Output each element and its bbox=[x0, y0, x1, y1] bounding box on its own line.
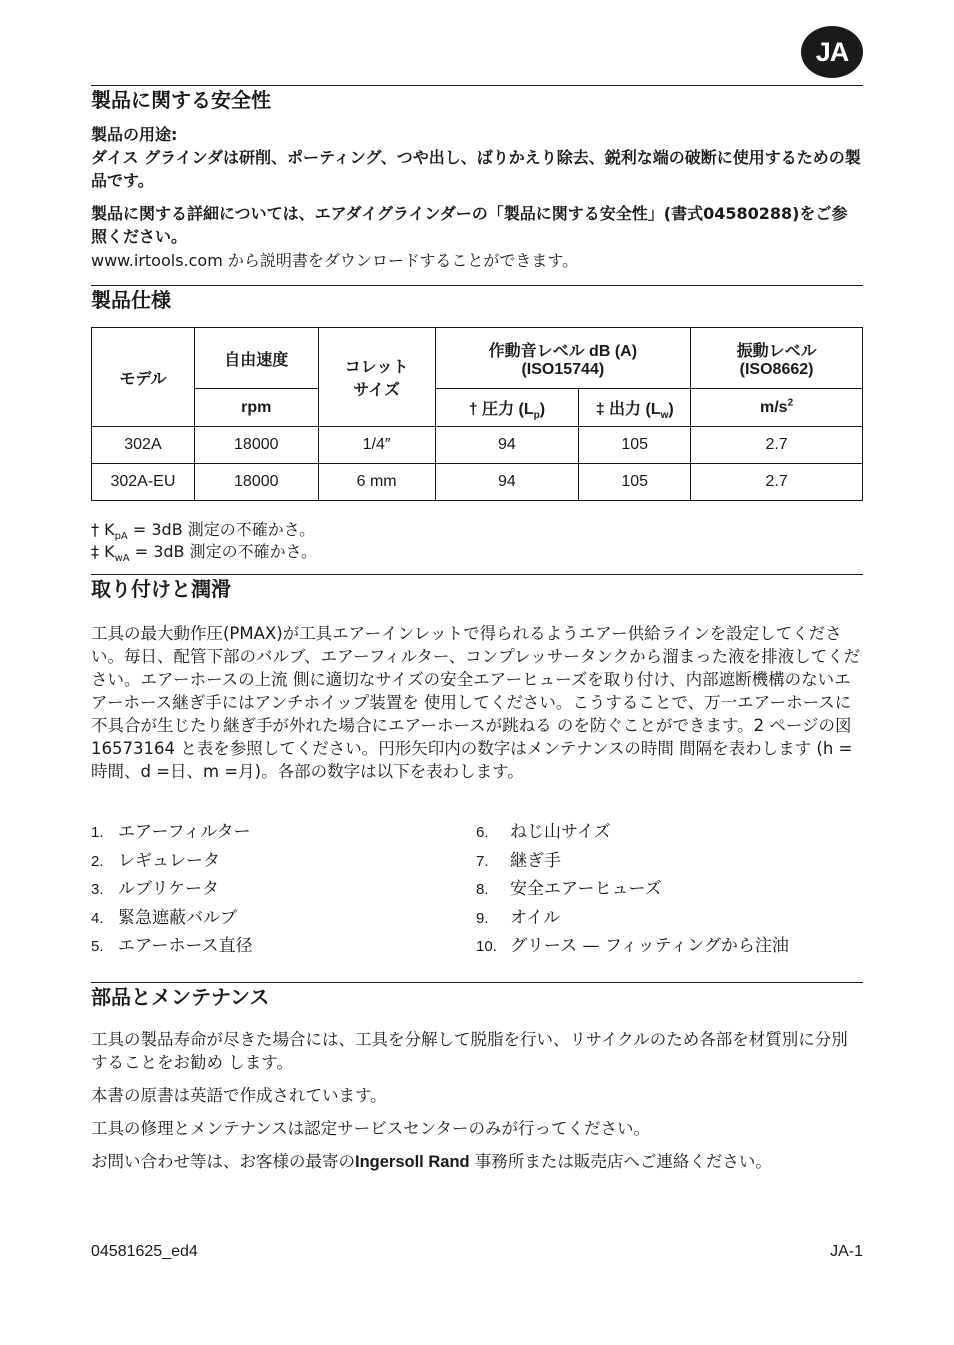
list-item bbox=[91, 847, 253, 876]
list-num: 10. bbox=[476, 938, 497, 955]
list-label: レギュレータ bbox=[118, 850, 220, 871]
list-num: 5. bbox=[91, 938, 104, 955]
cell-model: 302A-EU bbox=[92, 464, 195, 501]
list-label: 継ぎ手 bbox=[510, 850, 561, 871]
header-collet-line1: コレット bbox=[344, 359, 409, 376]
install-text: 工具の最大動作圧(PMAX)が工具エアーインレットで得られるようエアー供給ラインを設定してください。毎日、配管下部のバルブ、エアーフィルター、コンプレッサータンクから溜まった液を排液してください。エアーホースの上流 側に適切なサイズの安全エアーヒューズを取り付け、内部遮断機構のないエアーホース継ぎ手にはアンチホイップ装置を 使用してください。こうすることで、万一エアーホースに不具合が生じたり継ぎ手が外れた場合にエアーホースが跳ねる のを防ぐことができます。2 ページの図16573164 と表を参照してください。円形矢印内の数字はメンテナンスの時間 間隔を表わします (h =時間、d =日、m =月)。各部の数字は以下を表わします。 bbox=[91, 624, 861, 781]
header-vibration bbox=[691, 328, 863, 389]
header-sound-line2: (ISO15744) bbox=[521, 360, 605, 378]
list-item bbox=[91, 875, 253, 904]
parts-p2: 本書の原書は英語で作成されています。 bbox=[91, 1086, 387, 1105]
header-collet bbox=[318, 328, 435, 427]
note-mark: ‡ K bbox=[91, 542, 115, 561]
header-vib-unit bbox=[691, 389, 863, 427]
spec-table bbox=[91, 327, 863, 501]
spec-notes bbox=[91, 519, 863, 563]
table-row bbox=[92, 427, 863, 464]
cell-vibration: 2.7 bbox=[691, 464, 863, 501]
note-text: = 3dB 測定の不確かさ。 bbox=[127, 520, 316, 539]
cell-collet: 6 mm bbox=[318, 464, 435, 501]
list-num: 8. bbox=[476, 881, 489, 898]
brand-name: Ingersoll Rand bbox=[355, 1153, 470, 1171]
list-item bbox=[91, 818, 253, 847]
footer-page-number: JA-1 bbox=[830, 1243, 863, 1260]
cell-collet: 1/4″ bbox=[318, 427, 435, 464]
parts-list-left bbox=[91, 818, 253, 961]
parts-p1: 工具の製品寿命が尽きた場合には、工具を分解して脱脂を行い、リサイクルのため各部を材質別に分別することをお勧め します。 bbox=[91, 1030, 848, 1072]
list-item bbox=[476, 818, 789, 847]
list-num: 7. bbox=[476, 852, 489, 870]
install-title: 取り付けと潤滑 bbox=[91, 577, 231, 601]
cell-power: 105 bbox=[579, 464, 691, 501]
use-label: 製品の用途: bbox=[91, 125, 178, 144]
list-label: 安全エアーヒューズ bbox=[510, 879, 662, 899]
list-item bbox=[91, 932, 253, 961]
header-vib-line2: (ISO8662) bbox=[739, 360, 814, 378]
refer-text: 製品に関する詳細については、エアダイグラインダーの「製品に関する安全性」(書式04580288)をご参照ください。 bbox=[91, 204, 848, 246]
header-vib-unit-sup: 2 bbox=[787, 397, 794, 409]
note-sub: pA bbox=[114, 531, 128, 543]
note-mark: † K bbox=[91, 520, 115, 539]
note-power bbox=[91, 541, 863, 563]
spec-title: 製品仕様 bbox=[91, 288, 171, 312]
list-num: 2. bbox=[91, 852, 104, 870]
cell-speed: 18000 bbox=[194, 464, 318, 501]
section-divider bbox=[91, 85, 863, 86]
footer-doc-id: 04581625_ed4 bbox=[91, 1243, 198, 1260]
list-item bbox=[91, 904, 253, 933]
list-num: 1. bbox=[91, 824, 104, 841]
parts-p4 bbox=[91, 1150, 863, 1174]
list-label: エアーフィルター bbox=[118, 822, 251, 842]
use-text: ダイス グラインダは研削、ポーティング、つや出し、ばりかえり除去、鋭利な端の破断に使用するための製品です。 bbox=[91, 148, 861, 190]
language-badge: JA bbox=[801, 26, 863, 78]
header-sound bbox=[435, 328, 691, 389]
parts-list-right bbox=[476, 818, 789, 961]
list-label: グリース — フィッティングから注油 bbox=[510, 936, 789, 956]
parts-title: 部品とメンテナンス bbox=[91, 985, 270, 1009]
list-item bbox=[476, 932, 789, 961]
table-row bbox=[92, 464, 863, 501]
header-power: ‡ 出力 $(L_w)$ bbox=[579, 389, 691, 427]
cell-pressure: 94 bbox=[435, 427, 579, 464]
safety-title: 製品に関する安全性 bbox=[91, 88, 271, 112]
list-item bbox=[476, 847, 789, 876]
parts-p4-before: お問い合わせ等は、お客様の最寄の bbox=[91, 1152, 355, 1171]
section-divider bbox=[91, 982, 863, 983]
header-pressure-label: † 圧力 (L bbox=[468, 401, 534, 418]
list-num: 4. bbox=[91, 909, 104, 927]
list-label: オイル bbox=[510, 907, 561, 928]
list-num: 6. bbox=[476, 824, 489, 841]
header-model: モデル bbox=[92, 328, 195, 427]
header-vib-line1: 振動レベル bbox=[736, 342, 817, 360]
cell-speed: 18000 bbox=[194, 427, 318, 464]
note-pressure bbox=[91, 519, 863, 541]
parts-section bbox=[91, 982, 863, 1174]
cell-power: 105 bbox=[579, 427, 691, 464]
note-sub: wA bbox=[114, 553, 130, 565]
parts-p3: 工具の修理とメンテナンスは認定サービスセンターのみが行ってください。 bbox=[91, 1119, 651, 1138]
header-pressure: † 圧力 $(L_p)$ bbox=[435, 389, 579, 427]
list-label: エアーホース直径 bbox=[118, 936, 253, 956]
install-section bbox=[91, 574, 863, 783]
header-pressure-sub: p bbox=[533, 410, 540, 422]
spec-section bbox=[91, 285, 863, 313]
header-vib-unit-label: m/s bbox=[760, 398, 788, 416]
list-item bbox=[476, 904, 789, 933]
list-label: ねじ山サイズ bbox=[510, 822, 611, 842]
note-text: = 3dB 測定の不確かさ。 bbox=[129, 542, 317, 561]
list-num: 3. bbox=[91, 881, 104, 898]
section-divider bbox=[91, 285, 863, 286]
header-speed: 自由速度 bbox=[194, 328, 318, 389]
header-collet-line2: サイズ bbox=[353, 382, 400, 399]
cell-pressure: 94 bbox=[435, 464, 579, 501]
parts-p4-after: 事務所または販売店へご連絡ください。 bbox=[469, 1152, 772, 1171]
list-item bbox=[476, 875, 789, 904]
list-num: 9. bbox=[476, 909, 489, 927]
header-power-label: ‡ 出力 (L bbox=[595, 401, 661, 418]
section-divider bbox=[91, 574, 863, 575]
header-speed-unit: rpm bbox=[194, 389, 318, 427]
download-text: www.irtools.com から説明書をダウンロードすることができます。 bbox=[91, 251, 579, 270]
header-power-sub: w bbox=[660, 410, 669, 422]
safety-section bbox=[91, 85, 863, 272]
header-sound-line1: 作動音レベル dB (A) bbox=[488, 342, 638, 360]
cell-model: 302A bbox=[92, 427, 195, 464]
list-label: ルブリケータ bbox=[118, 879, 219, 899]
cell-vibration: 2.7 bbox=[691, 427, 863, 464]
spec-table-wrapper bbox=[91, 327, 863, 501]
list-label: 緊急遮蔽バルブ bbox=[118, 907, 237, 928]
